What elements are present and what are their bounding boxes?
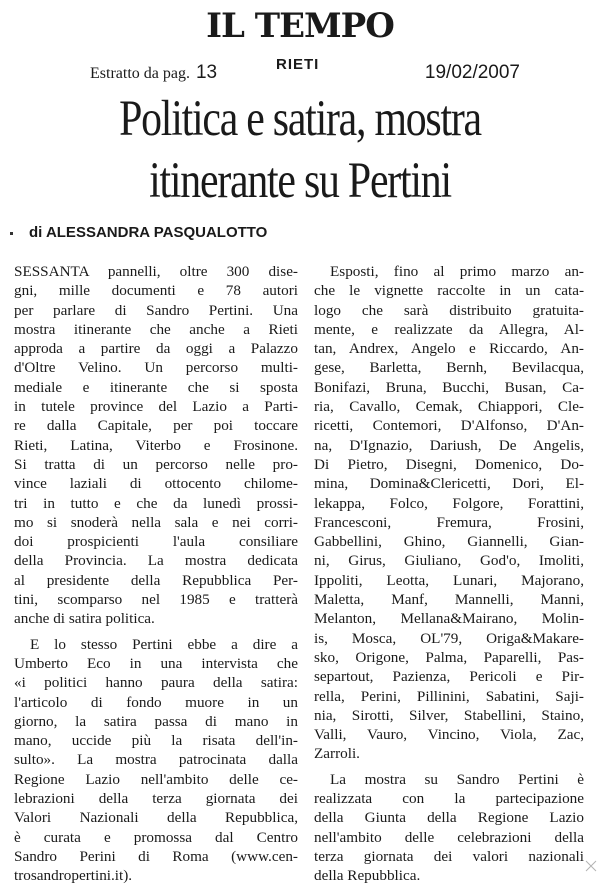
text-line: vince laziali di ottocento chilome- [14,475,298,493]
article-paragraph [14,635,298,886]
bullet-dot [10,232,13,235]
text-line: separtout, Pazienza, Pericoli e Pir- [314,668,584,686]
text-line: Melanton, Mellana&Mairano, Molin- [314,610,584,628]
extract-label: Estratto da pag. [90,65,190,82]
text-line: mano, uccide più la risata dell'in- [14,732,298,750]
text-line: giorno, la satira passa di mano in [14,712,298,730]
article-headline [70,88,529,212]
page-extract-info [90,62,217,84]
text-line: lekappa, Folco, Folgore, Forattini, [314,494,584,512]
article-paragraph [314,262,584,764]
text-line: Di Pietro, Disegni, Domenico, Do- [314,455,584,473]
text-line: E lo stesso Pertini ebbe a dire a [30,635,298,653]
text-line: della Provincia. La mostra dedicata [14,552,298,570]
text-line: La mostra su Sandro Pertini è [330,770,584,788]
text-line: ria, Cavallo, Cemak, Chiappori, Cle- [314,398,584,416]
text-line: trosandropertini.it). [14,867,133,885]
text-line: ricetti, Contemori, D'Alfonso, D'An- [314,417,584,435]
newspaper-masthead: IL TEMPO [206,6,394,46]
text-line: Valori Nazionali della Repubblica, [14,809,298,827]
publication-date: 19/02/2007 [424,62,520,83]
text-line: gese, Barletta, Bernh, Bevilacqua, [314,359,584,377]
text-line: mostra itinerante che anche a Rieti [14,320,298,338]
headline-line-1: Politica e satira, mostra [119,91,481,147]
text-line: Umberto Eco in una intervista che [14,654,298,672]
text-line: sko, Origone, Palma, Paparelli, Pas- [314,648,584,666]
headline-line-2: itinerante su Pertini [149,153,451,209]
text-line: realizzata con la partecipazione [314,790,584,808]
text-line: Zarroli. [314,745,360,763]
text-line: gni, mille documenti e 78 autori [14,282,298,300]
article-byline [10,224,267,241]
text-line: SESSANTA pannelli, oltre 300 dise- [14,263,298,280]
text-line: «i politici hanno paura della satira: [14,674,298,692]
text-line: Francesconi, Fremura, Frosini, [314,513,584,531]
text-line: approda a partire da oggi a Palazzo [14,340,298,358]
text-line: Esposti, fino al primo marzo an- [330,263,584,280]
text-line: logo che sarà distribuito gratuita- [314,301,584,319]
text-line: Rieti, Latina, Viterbo e Frosinone. [14,436,298,454]
text-line: mo si snoderà nella sala e nei corri- [14,513,298,531]
text-line: Regione Lazio nell'ambito delle ce- [14,770,298,788]
text-line: re dalla Capitale, per poi toccare [14,417,298,435]
text-line: mediale e itinerante che si sposta [14,378,298,396]
text-line: Valli, Vauro, Vincino, Viola, Zac, [314,726,584,744]
text-line: Sandro Perini di Roma (www.cen- [14,847,298,865]
text-line: è curata e promossa dal Centro [14,828,298,846]
text-line: anche di satira politica. [14,610,155,628]
text-line: Gabbellini, Ghino, Giannelli, Gian- [314,533,584,551]
text-line: l'articolo di fondo muore in un [14,693,298,711]
left-column [14,262,298,892]
text-line: d'Oltre Velino. Un percorso multi- [14,359,298,377]
text-line: al presidente della Repubblica Per- [14,571,298,589]
text-line: tan, Andrex, Angelo e Riccardo, An- [314,340,584,358]
text-line: tri in tutto e che da lunedì prossi- [14,494,298,512]
text-line: doi prospicienti l'aula consiliare [14,533,298,551]
text-line: per parlare di Sandro Pertini. Una [14,301,298,319]
text-line: ni, Girus, Giuliano, God'o, Imoliti, [314,552,584,570]
page-number: 13 [195,62,218,83]
text-line: Si tratta di un percorso nelle pro- [14,455,298,473]
byline-text: di ALESSANDRA PASQUALOTTO [29,224,268,241]
text-line: Ippoliti, Leotta, Lunari, Majorano, [314,571,584,589]
text-line: della Repubblica. [314,867,421,885]
article-paragraph [314,770,584,886]
text-line: na, D'Ignazio, Dariush, De Angelis, [314,436,584,454]
text-line: mente, e realizzate da Allegra, Al- [314,320,584,338]
text-line: in tutele province del Lazio a Parti- [14,398,298,416]
text-line: mina, Domina&Clericetti, Dori, El- [314,475,584,493]
text-line: che le vignette raccolte in un cata- [314,282,584,300]
text-line: nell'ambito delle celebrazioni della [314,828,584,846]
text-line: nia, Sirotti, Silver, Stabellini, Staino, [314,706,584,724]
text-line: Bonifazi, Bruna, Bucchi, Busan, Ca- [314,378,584,396]
article-paragraph [14,262,298,629]
text-line: tini, scomparso nel 1985 e tratterà [14,591,298,609]
corner-mark-icon [584,859,598,873]
section-name: RIETI [276,56,320,73]
text-line: della Giunta della Regione Lazio [314,809,584,827]
text-line: Maletta, Manf, Mannelli, Manni, [314,591,584,609]
text-line: lebrazioni della terza giornata dei [14,790,298,808]
text-line: sulto». La mostra patrocinata dalla [14,751,298,769]
text-line: is, Mosca, OL'79, Origa&Makare- [314,629,584,647]
text-line: terza giornata dei valori nazionali [314,847,584,865]
text-line: rella, Perini, Pillinini, Sabatini, Saji- [314,687,584,705]
right-column [314,262,584,892]
